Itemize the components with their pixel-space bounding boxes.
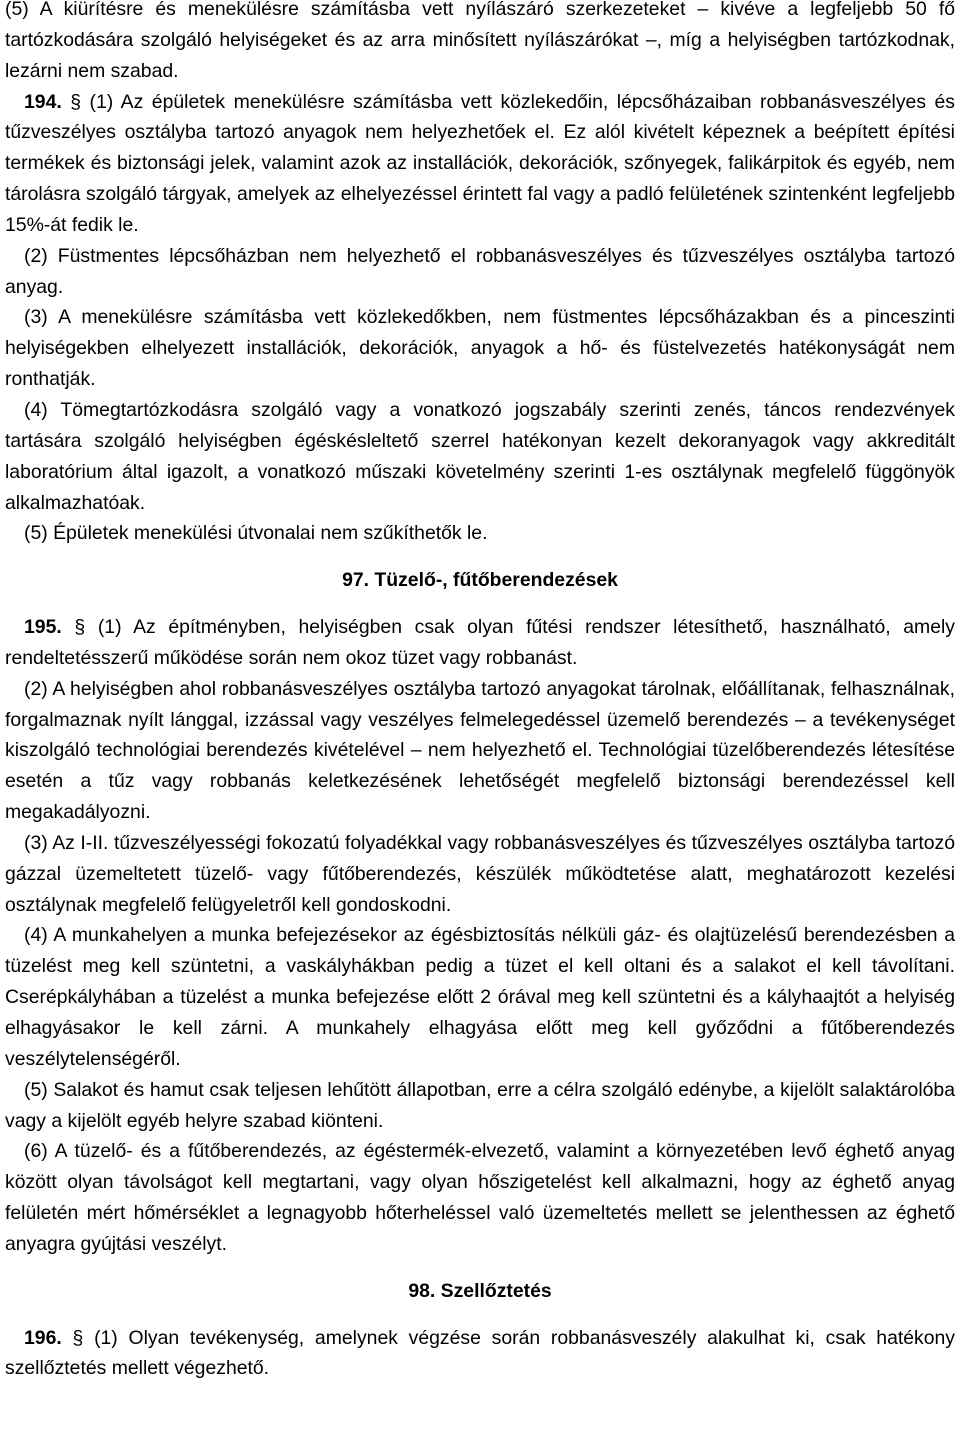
section-gap	[5, 1307, 955, 1323]
paragraph	[5, 1136, 955, 1259]
paragraph-text: (2) A helyiségben ahol robbanásveszélyes osztályba tartozó anyagokat tárolnak, előállítanak, felhasználnak, forgalmaznak nyílt lánggal, izzással vagy veszélyes felmelegedéssel üzemelő berendezés – a tevékenységet kiszolgáló technológiai berendezés kivételével – nem helyezhető el. Technológiai tüzelőberendezés létesítése esetén a tűz vagy robbanás keletkezésének lehetőségét megfelelő biztonsági berendezéssel kell megakadályozni.	[5, 677, 955, 824]
paragraph-text: (5) Salakot és hamut csak teljesen lehűtött állapotban, erre a célra szolgáló edénybe, a kijelölt salaktárolóba vagy a kijelölt egyéb helyre szabad kiönteni.	[5, 1078, 955, 1132]
paragraph	[5, 518, 955, 549]
paragraph	[5, 302, 955, 395]
paragraph	[5, 395, 955, 518]
paragraph-text: (6) A tüzelő- és a fűtőberendezés, az égéstermék-elvezető, valamint a környezetében levő éghető anyag között olyan távolságot kell megtartani, vagy olyan hőszigetelést kell alkalmazni, hogy az éghető anyag felületén mért hőmérséklet a legnagyobb hőterheléssel való üzemeltetés mellett se jelenthessen az éghető anyagra gyújtási veszélyt.	[5, 1140, 955, 1255]
section-sign: §	[70, 90, 82, 113]
section-sign: §	[72, 1326, 84, 1349]
paragraph	[5, 920, 955, 1074]
paragraph-text: (4) Tömegtartózkodásra szolgáló vagy a vonatkozó jogszabály szerinti zenés, táncos rendezvények tartására szolgáló helyiségben égéskésleltető szerrel hatékonyan kezelt dekoranyagok vagy akkreditált laboratórium által igazolt, a vonatkozó műszaki követelmény szerinti 1-es osztálynak megfelelő függönyök alkalmazhatóak.	[5, 398, 955, 514]
section-number: 195.	[24, 616, 62, 639]
paragraph-text: (1) Az épületek menekülésre számításba vett közlekedőin, lépcsőházaiban robbanásveszélyes és tűzveszélyes osztályba tartozó anyagok nem helyezhetőek el. Ez alól kivételt képeznek a beépített építési termékek és biztonsági jelek, valamint azok az installációk, dekorációk, szőnyegek, falikárpitok és egyéb, nem tárolásra szolgáló tárgyak, amelyek az elhelyezéssel érintett fal vagy a padló felületének szintenként legfeljebb 15%-át fedik le.	[5, 90, 955, 236]
paragraph	[5, 1075, 955, 1137]
section-number: 196.	[24, 1326, 62, 1349]
paragraph	[5, 0, 955, 87]
paragraph-text: (2) Füstmentes lépcsőházban nem helyezhető el robbanásveszélyes és tűzveszélyes osztályba tartozó anyag.	[5, 244, 955, 298]
paragraph-text: (3) A menekülésre számításba vett közlekedőkben, nem füstmentes lépcsőházakban és a pinceszinti helyiségekben elhelyezett installációk, dekorációk, anyagok a hő- és füstelvezetés hatékonyságát nem ronthatják.	[5, 306, 955, 391]
paragraph	[5, 612, 955, 674]
document-page	[5, 0, 955, 1384]
section-sign: §	[74, 616, 86, 639]
paragraph-text: (3) Az I-II. tűzveszélyességi fokozatú folyadékkal vagy robbanásveszélyes és tűzveszélyes osztályba tartozó gázzal üzemeltetett tüzelő- vagy fűtőberendezés, készülék működtetése alatt, meghatározott kezelési osztálynak megfelelő felügyeletről kell gondoskodni.	[5, 831, 955, 916]
paragraph	[5, 1323, 955, 1385]
section-heading: 98. Szellőztetés	[408, 1279, 552, 1302]
paragraph-text: (1) Az építményben, helyiségben csak olyan fűtési rendszer létesíthető, használható, amely rendeltetésszerű működése során nem okoz tüzet vagy robbanást.	[5, 616, 955, 669]
section-number: 194.	[24, 90, 62, 113]
paragraph-text: (5) A kiürítésre és menekülésre számításba vett nyílászáró szerkezeteket – kivéve a legfeljebb 50 fő tartózkodására szolgáló helyiségeket és az arra minősített nyílászárókat –, míg a helyiségben tartózkodnak, lezárni nem szabad.	[5, 0, 955, 82]
paragraph	[5, 87, 955, 241]
section-gap	[5, 596, 955, 612]
section-heading: 97. Tüzelő-, fűtőberendezések	[342, 569, 618, 592]
paragraph	[5, 674, 955, 828]
section-gap	[5, 549, 955, 565]
paragraph	[5, 241, 955, 303]
paragraph-text: (4) A munkahelyen a munka befejezésekor az égésbiztosítás nélküli gáz- és olajtüzelésű berendezésben a tüzelést meg kell szüntetni, a vaskályhákban pedig a tüzet el kell oltani és a salakot el kell távolítani. Cserépkályhában a tüzelést a munka befejezése előtt 2 órával meg kell szüntetni és a kályhaajtót a helyiség elhagyásakor le kell zárni. A munkahely elhagyása előtt meg kell győződni a fűtőberendezés veszélytelenségéről.	[5, 924, 955, 1070]
section-gap	[5, 1260, 955, 1276]
paragraph-text: (1) Olyan tevékenység, amelynek végzése során robbanásveszély alakulhat ki, csak hatékony szellőztetés mellett végezhető.	[5, 1326, 956, 1380]
paragraph	[5, 828, 955, 921]
paragraph-text: (5) Épületek menekülési útvonalai nem szűkíthetők le.	[24, 522, 488, 545]
